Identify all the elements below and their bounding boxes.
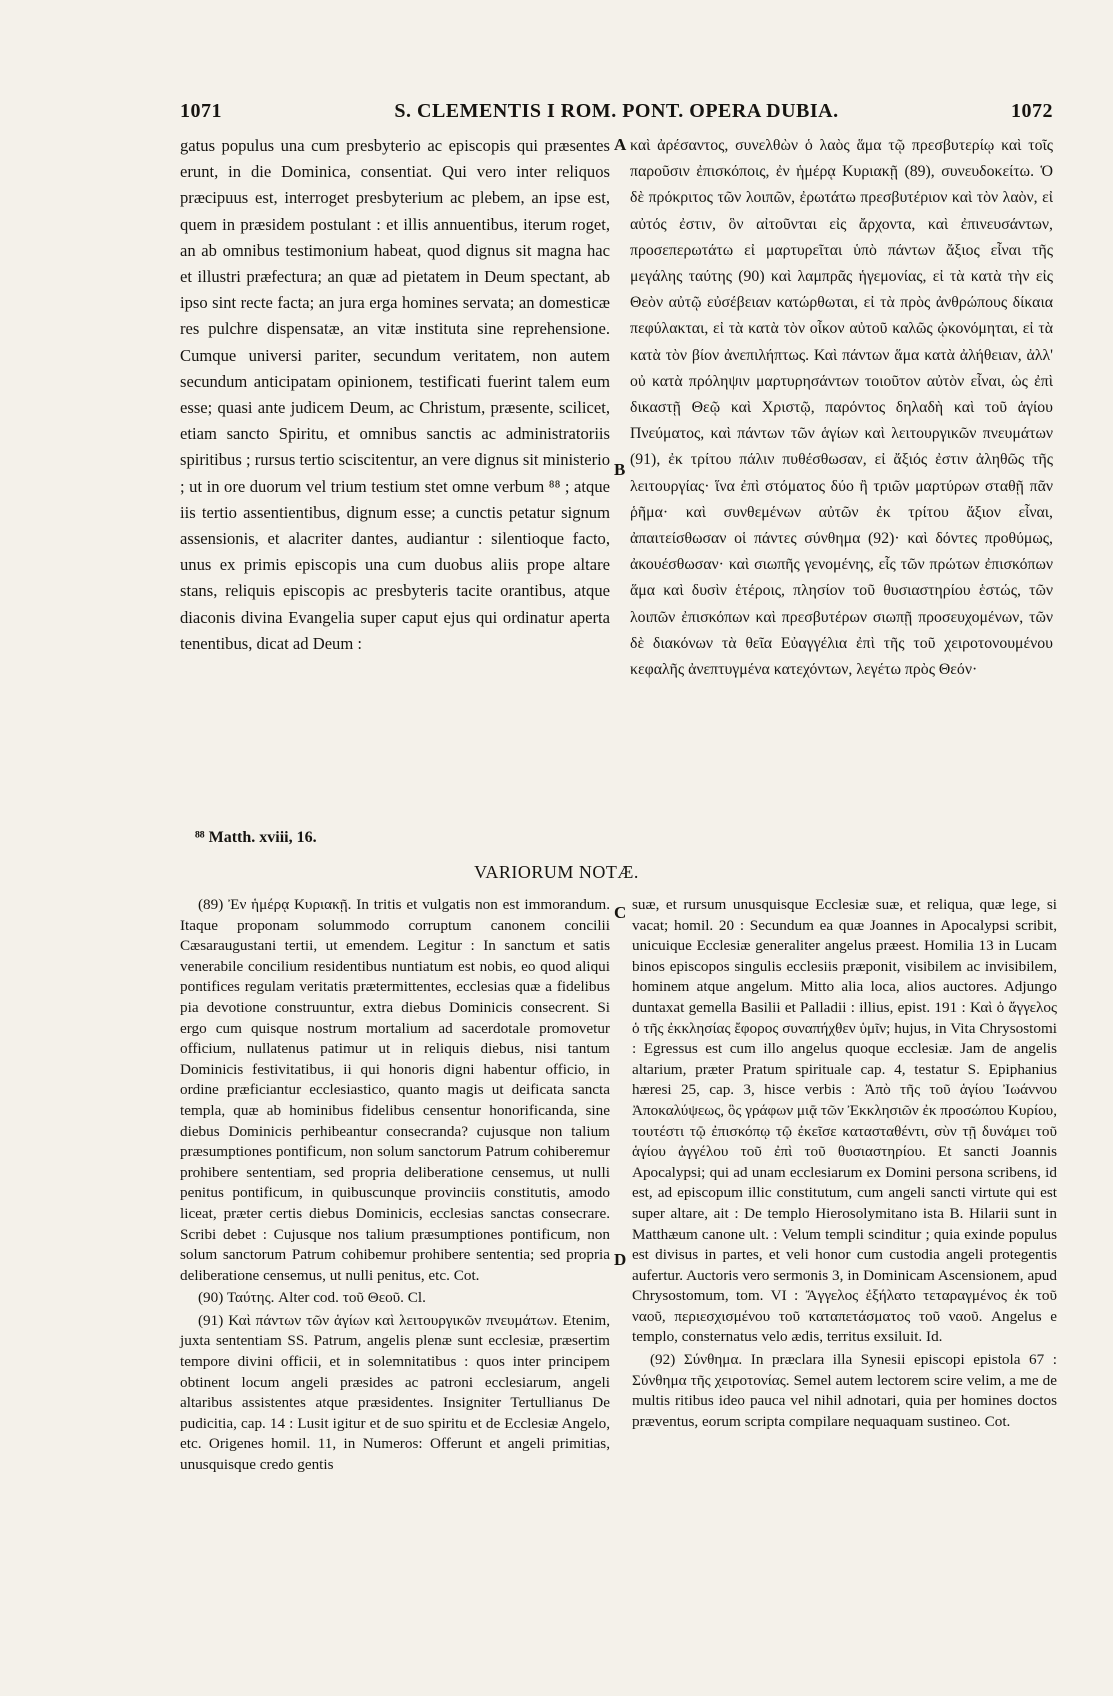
greek-column: καὶ ἀρέσαντος, συνελθὼν ὁ λαὸς ἅμα τῷ πρεσβυτερίῳ καὶ τοῖς παροῦσιν ἐπισκόποις, ἐν ἡμέρᾳ Κυριακῇ (89), συνευδοκείτω. Ὁ δὲ πρόκριτος τῶν λοιπῶν, ἐρωτάτω πρεσβυτέριον καὶ τὸν λαὸν, εἰ αὐτός ἐστιν, ὃν αἰτοῦνται εἰς ἄρχοντα, καὶ ἐπινευσάντων, προσεπερωτάτω εἰ μαρτυρεῖται ὑπὸ πάντων ἄξιος εἶναι τῆς μεγάλης ταύτης (90) καὶ λαμπρᾶς ἡγεμονίας, εἰ τὰ κατὰ τὴν εἰς Θεὸν αὐτῷ εὐσέβειαν κατώρθωται, εἰ τὰ πρὸς ἀνθρώπους δίκαια πεφύλακται, εἰ τὰ κατὰ τὸν οἶκον αὐτοῦ καλῶς ᾠκονόμηται, εἰ τὰ κατὰ τὸν βίον ἀνεπιλήπτως. Καὶ πάντων ἅμα κατὰ ἀλήθειαν, ἀλλ' οὐ κατὰ πρόληψιν μαρτυρησάντων τοιοῦτον αὐτὸν εἶναι, ὡς ἐπὶ δικαστῇ Θεῷ καὶ Χριστῷ, παρόντος δηλαδὴ καὶ τοῦ ἁγίου Πνεύματος, καὶ πάντων τῶν ἁγίων καὶ λειτουργικῶν πνευμάτων (91), ἐκ τρίτου πάλιν πυθέσθωσαν, εἰ ἄξιός ἐστιν ἀληθῶς τῆς λειτουργίας· ἵνα ἐπὶ στόματος δύο ἢ τριῶν μαρτύρων σταθῇ πᾶν ῥῆμα· καὶ συνθεμένων αὐτῶν ἐκ τρίτου ἄξιον εἶναι, ἀπαιτείσθωσαν οἱ πάντες σύνθημα (92)· καὶ δόντες προθύμως, ἀκουέσθωσαν· καὶ σιωπῆς γενομένης, εἷς τῶν πρώτων ἐπισκόπων ἅμα καὶ δυσὶν ἑτέροις, πλησίον τοῦ θυσιαστηρίου ἑστώς, τῶν λοιπῶν ἐπισκόπων καὶ πρεσβυτέρων σιωπῇ προσευχομένων, τῶν δὲ διακόνων τὰ θεῖα Εὐαγγέλια ἐπὶ τῆς τοῦ χειροτονουμένου κεφαλῆς ἀνεπτυγμένα κατεχόντων, λεγέτω πρὸς Θεόν· (630, 137, 1053, 679)
running-title: S. CLEMENTIS I ROM. PONT. OPERA DUBIA. (394, 100, 839, 122)
note-91-continued: suæ, et rursum unusquisque Ecclesiæ suæ, et reliqua, quæ lege, si vacat; homil. 20 : Secundum ea quæ Joannes in Apocalypsi scribit, unicuique Ecclesiæ generaliter angelus præest. Homilia 13 in Lucam binos episcopos singulis ecclesiis præponit, visibilem ac invisibilem, hominem atque angelum. Mitto alia loca, alios auctores. Adjungo duntaxat gemella Basilii et Palladii : illius, epist. 191 : Καὶ ὁ ἄγγελος ὁ τῆς ἐκκλησίας ἔφορος συναπήχθεν ὑμῖν; hujus, in Vita Chrysostomi : Egressus est cum illo angelus quoque ecclesiæ. Jam de angelis altarium, præter Pratum spirituale cap. 4, testatur S. Epiphanius hæresi 25, cap. 3, hisce verbis : Ἀπὸ τῆς τοῦ ἁγίου Ἰωάννου Ἀποκαλύψεως, ὃς γράφων μιᾷ τῶν Ἐκκλησιῶν ἐκ προσώπου Κυρίου, τουτέστι τῷ ἐπισκόπῳ τῷ ἐκεῖσε κατασταθέντι, σὺν τῇ δυνάμει τοῦ ἁγίου ἀγγέλου τοῦ ἐπὶ τοῦ θυσιαστηρίου. Et sancti Joannis Apocalypsi; qui ad unam ecclesiarum ex Domini persona scribens, id est, ad episcopum illic constitutum, cum angeli sancti virtute qui est super altare, ait : De templo Hierosolymitano ista B. Hilarii sunt in Matthæum canone ult. : Velum templi scinditur ; quia exinde populus est divisus in partes, et veli honor cum custodia angeli protegentis aufertur. Auctoris vero sermonis 3, in Dominicam Ascensionem, apud Chrysostomum, tom. VI : Ἄγγελος ἐξήλατο τεταραγμένος ἐκ τοῦ ναοῦ, περιεσχισμένου τοῦ καταπετάσματος τοῦ ναοῦ. Angelus e templo, consternatus velo ædis, territus exsiluit. Id. (632, 896, 1057, 1346)
right-page-number: 1072 (1011, 100, 1053, 122)
margin-letter-c: C (614, 903, 627, 922)
note-92: (92) Σύνθημα. In præclara illa Synesii episcopi epistola 67 : Σύνθημα τῆς χειροτονίας. Semel autem lectorem scire velim, a me de multis ritibus ideo pauca vel nihil adnotari, quia per homines doctos præventus, eorum scripta compilare nequaquam sustineo. Cot. (632, 1351, 1057, 1430)
notes-right-column (632, 895, 1057, 1434)
running-header (180, 100, 1053, 126)
notes-left-column (180, 895, 610, 1478)
margin-letter-a: A (614, 135, 627, 154)
latin-column: gatus populus una cum presbyterio ac episcopis qui præsentes erunt, in die Dominica, consentiat. Qui vero inter reliquos præcipuus est, interroget presbyterium ac plebem, an ipse est, quem in præsidem postulant : et illis annuentibus, iterum roget, an ab omnibus testimonium habeat, quod dignus sit magna hac et illustri præfectura; an quæ ad pietatem in Deum spectant, ab ipso sint recte facta; an jura erga homines servata; an domesticæ res pulchre dispensatæ, an vitæ instituta sine reprehensione. Cumque universi pariter, secundum veritatem, non autem secundum anticipatam opinionem, testificati fuerint talem eum esse; quasi ante judicem Deum, ac Christum, præsente, scilicet, etiam sancto Spiritu, et omnibus sanctis ac administratoriis spiritibus ; rursus tertio sciscitentur, an vere dignus sit ministerio ; ut in ore duorum vel trium testium stet omne verbum ⁸⁸ ; atque iis tertio assentientibus, dignum esse; a cunctis petatur signum assensionis, et alacriter dantes, audiantur : silentioque facto, unus ex primis episcopis una cum duobus aliis prope altare stans, reliquis episcopis ac presbyteris tacite orantibus, atque diaconis divina Evangelia super caput ejus qui ordinatur aperta tenentibus, dicat ad Deum : (180, 136, 610, 653)
note-91: (91) Καὶ πάντων τῶν ἁγίων καὶ λειτουργικῶν πνευμάτων. Etenim, juxta sententiam SS. Patrum, angelis plenæ sunt ecclesiæ, præsertim tempore divini officii, et in solemnitatibus : quos inter principem obtinent locum angeli præsides ac patroni ecclesiarum, angeli altaribus assistentes atque præsidentes. Insigniter Tertullianus De pudicitia, cap. 14 : Lusit igitur et de suo spiritu et de Ecclesiæ Angelo, etc. Origenes homil. 11, in Numeros: Offerunt et angeli primitias, unusquisque credo gentis (180, 1311, 610, 1474)
scripture-footnote: ⁸⁸ Matth. xviii, 16. (195, 829, 317, 846)
left-page-number: 1071 (180, 100, 222, 122)
margin-letter-d: D (614, 1250, 627, 1269)
margin-letter-b: B (614, 460, 626, 479)
notes-title: VARIORUM NOTÆ. (474, 862, 639, 882)
note-90: (90) Ταύτης. Alter cod. τοῦ Θεοῦ. Cl. (198, 1289, 426, 1307)
note-89: (89) Ἐν ἡμέρᾳ Κυριακῇ. In tritis et vulgatis non est immorandum. Itaque proponam solummodo corruptum canonem concilii Cæsaraugustani tertii, ut emendem. Legitur : In sanctum et satis venerabile concilium residentibus nuntiatum est nobis, eo quod aliqui pontifices regulam veritatis prætermittentes, ecclesias quæ a fidelibus pia devotione construuntur, extra diebus Dominicis consecrent. Si ergo cum quisque nostrum mortalium ad sacerdotale promovetur officium, nullatenus patimur ut in reliquis diebus, nisi tantum Dominicis festivitatibus, ii qui honoris digni habentur officio, in ordine præficiantur ecclesiastico, quanto magis ut deificata sancta templa, quæ ab hominibus fidelibus censentur honorificanda, sine diebus Dominicis perhibeantur consecranda? cujusque non talium præsumptiones pontificum, non solum sanctorum Patrum cohiberemur prohibere sententiam, sed propria deliberatione censemus, ut nulli penitus pontificum, in quibuscunque provinciis constitutis, amodo liceat, præter certis diebus Dominicis, ecclesias sanctas consecrare. Scribi debet : Cujusque nos talium præsumptiones pontificum, non solum sanctorum Patrum cohibemur prohibere sententia; sed propria deliberatione censemus, ut nulli penitus, etc. Cot. (180, 896, 610, 1284)
